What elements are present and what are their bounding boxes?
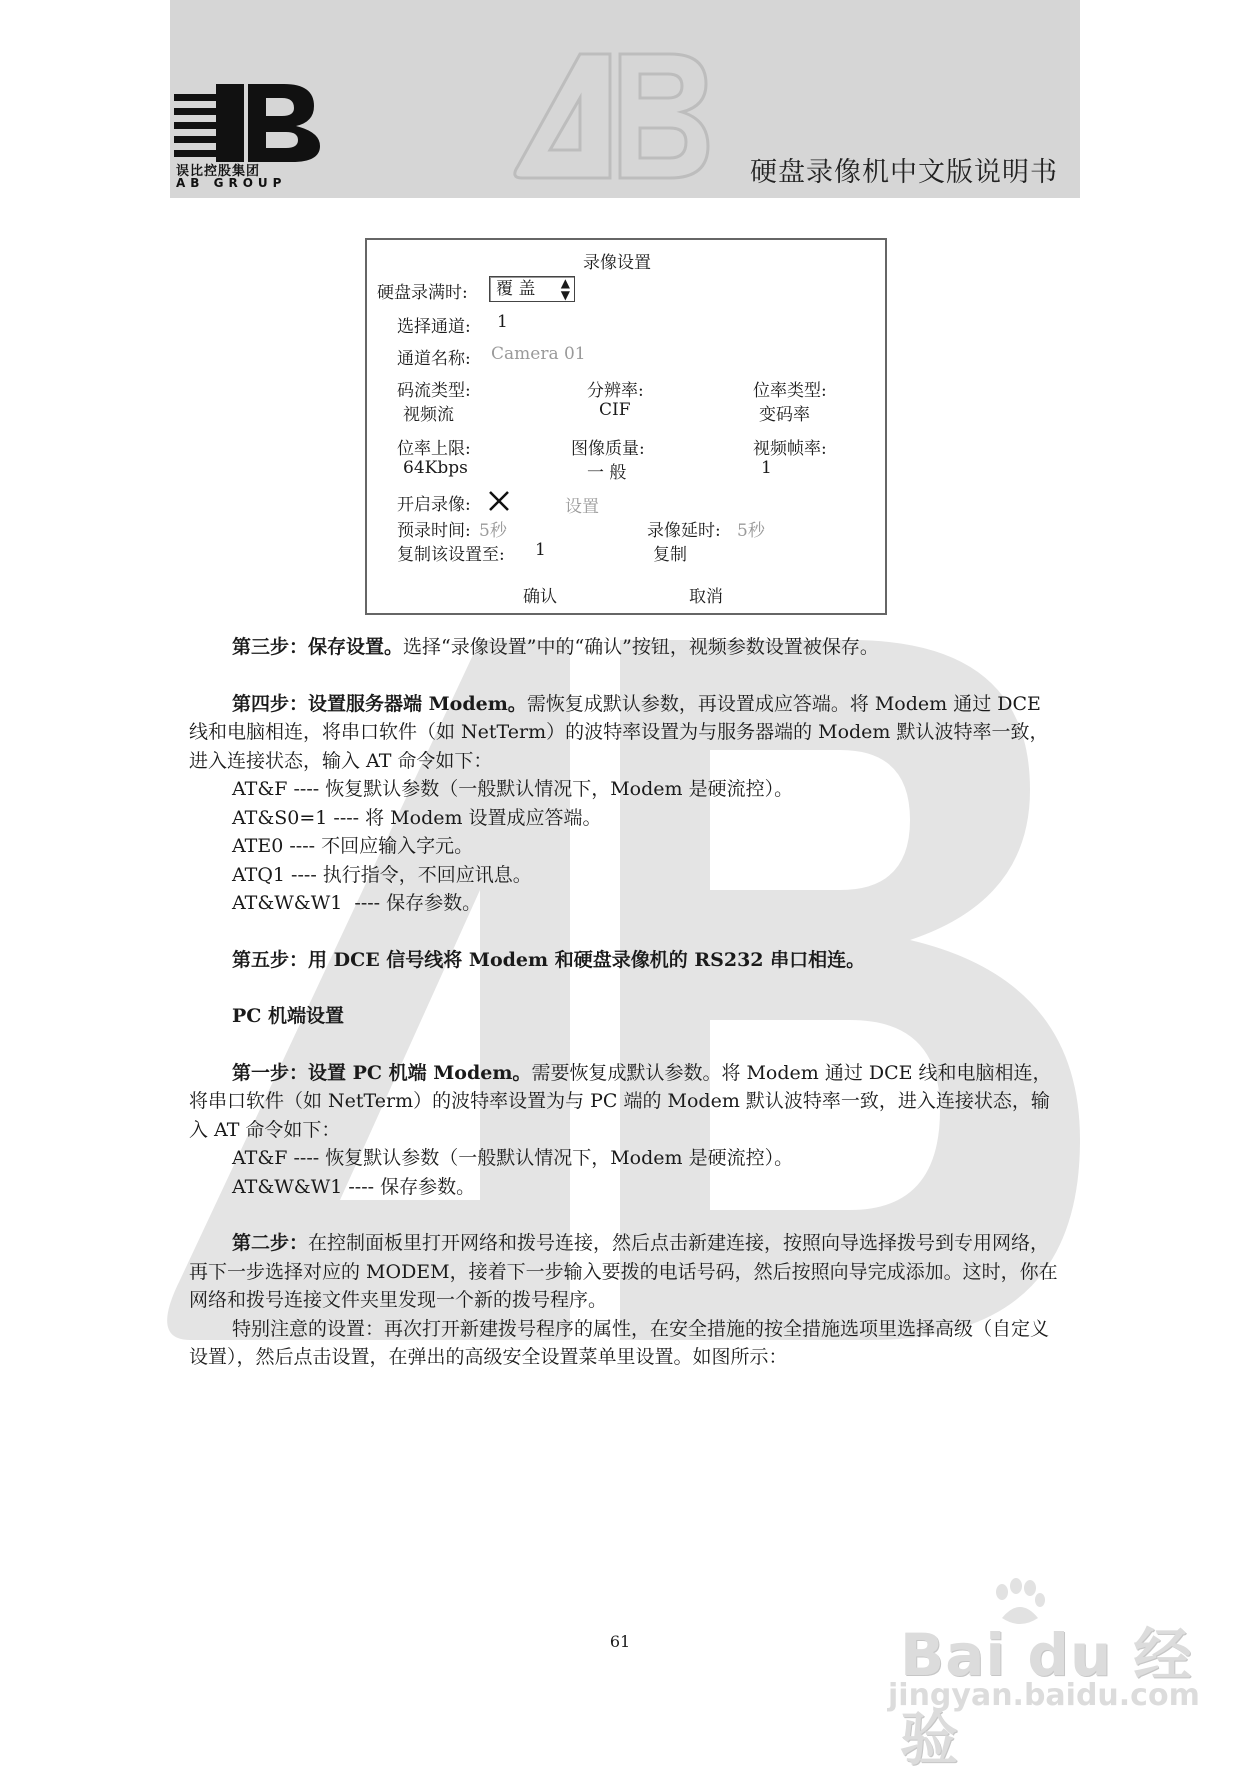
image-quality-value[interactable]: 一 般 [587, 463, 627, 483]
record-settings-dialog [365, 238, 887, 615]
frame-rate-label: 视频帧率: [753, 439, 827, 459]
step4-paragraph [189, 690, 1059, 776]
bitrate-limit-value[interactable]: 64Kbps [403, 458, 468, 478]
resolution-value[interactable]: CIF [599, 400, 631, 420]
channel-name-label: 通道名称: [397, 349, 471, 369]
pc-step2-paragraph [189, 1229, 1059, 1315]
logo-text-en: AB GROUP [176, 176, 287, 190]
baidu-url-text: jingyan.baidu.com [888, 1678, 1200, 1713]
step3-title: 第三步：保存设置。 [232, 636, 404, 658]
frame-rate-value[interactable]: 1 [761, 458, 772, 478]
cmd-line: AT&F ---- 恢复默认参数（一般默认情况下，Modem 是硬流控）。 [232, 1147, 794, 1169]
step5-paragraph: 第五步：用 DCE 信号线将 Modem 和硬盘录像机的 RS232 串口相连。 [232, 948, 866, 971]
page-number: 61 [609, 1632, 631, 1651]
header-ab-emblem [510, 50, 710, 182]
copy-button[interactable]: 复制 [653, 545, 687, 565]
cmd-line: ATQ1 ---- 执行指令，不回应讯息。 [232, 863, 532, 886]
channel-name-input[interactable]: Camera 01 [491, 344, 586, 364]
pc-step1-text: 需要恢复成默认参数。将 Modem 通过 DCE 线和电脑相连，将串口软件（如 NetTerm）的波特率设置为与 PC 端的 Modem 默认波特率一致，进入连接状态，输入 AT 命令如下： [189, 1061, 1052, 1141]
image-quality-label: 图像质量: [571, 439, 645, 459]
channel-label: 选择通道: [397, 317, 471, 337]
step4-text: 需恢复成默认参数，再设置成应答端。将 Modem 通过 DCE 线和电脑相连，将串口软件（如 NetTerm）的波特率设置为与服务器端的 Modem 默认波特率一致，进入连接状态，输入 AT 命令如下： [189, 692, 1049, 772]
cmd-line: AT&S0=1 ---- 将 Modem 设置成应答端。 [232, 806, 602, 829]
record-delay-label: 录像延时: [647, 521, 721, 541]
bitrate-type-value[interactable]: 变码率 [759, 405, 810, 425]
copy-to-value[interactable]: 1 [535, 540, 546, 560]
page-header [170, 0, 1080, 198]
ok-button[interactable]: 确认 [523, 587, 557, 607]
step4-title: 第四步：设置服务器端 Modem。 [232, 692, 527, 715]
channel-value[interactable]: 1 [497, 312, 508, 332]
stream-type-label: 码流类型: [397, 381, 471, 401]
stream-type-value[interactable]: 视频流 [403, 405, 454, 425]
pc-step1-title: 第一步：设置 PC 机端 Modem。 [232, 1061, 532, 1084]
bitrate-limit-label: 位率上限: [397, 439, 471, 459]
up-down-arrows-icon: ▲ ▼ [560, 276, 570, 302]
record-setup-button[interactable]: 设置 [565, 497, 599, 517]
step3-paragraph [189, 633, 1059, 662]
baidu-brand-text: Bai du 经验 [900, 1621, 1193, 1773]
prerecord-value[interactable]: 5秒 [479, 521, 507, 541]
enable-record-checkbox-x-icon[interactable] [488, 490, 510, 512]
ab-group-logo [174, 84, 324, 172]
pc-note-paragraph: 特别注意的设置：再次打开新建拨号程序的属性，在安全措施的按全措施选项里选择高级（自定义设置），然后点击设置，在弹出的高级安全设置菜单里设置。如图所示： [189, 1317, 1050, 1368]
record-delay-value[interactable]: 5秒 [737, 521, 765, 541]
cancel-button[interactable]: 取消 [689, 587, 723, 607]
cmd-line: AT&W&W1 ---- 保存参数。 [232, 1175, 476, 1198]
cmd-line: ATE0 ---- 不回应输入字元。 [232, 835, 474, 857]
baidu-jingyan-watermark [880, 1578, 1200, 1773]
copy-to-label: 复制该设置至: [397, 545, 505, 565]
dialog-title: 录像设置 [583, 253, 651, 273]
pc-step2-text: 在控制面板里打开网络和拨号连接，然后点击新建连接，按照向导选择拨号到专用网络，再下一步选择对应的 MODEM，接着下一步输入要拨的电话号码，然后按照向导完成添加。这时，你在网络和拨号连接文件夹里发现一个新的拨号程序。 [189, 1232, 1058, 1311]
resolution-label: 分辨率: [587, 381, 644, 401]
disk-full-value: 覆 盖 [496, 279, 536, 299]
disk-full-label: 硬盘录满时: [377, 283, 468, 303]
cmd-line: AT&W&W1 ---- 保存参数。 [232, 892, 482, 914]
bitrate-type-label: 位率类型: [753, 381, 827, 401]
prerecord-label: 预录时间: [397, 521, 471, 541]
document-title: 硬盘录像机中文版说明书 [750, 157, 1058, 188]
body-text [189, 633, 1059, 1372]
cmd-line: AT&F ---- 恢复默认参数（一般默认情况下，Modem 是硬流控）。 [232, 778, 794, 800]
pc-section-heading: PC 机端设置 [232, 1005, 345, 1027]
pc-step1-paragraph [189, 1059, 1059, 1145]
enable-record-label: 开启录像: [397, 495, 471, 515]
pc-step2-title: 第二步： [232, 1232, 309, 1254]
disk-full-select[interactable] [489, 276, 575, 302]
logo-text-cn: 误比控股集团 [176, 164, 261, 179]
step3-text: 选择“录像设置”中的“确认”按钮，视频参数设置被保存。 [403, 636, 879, 658]
